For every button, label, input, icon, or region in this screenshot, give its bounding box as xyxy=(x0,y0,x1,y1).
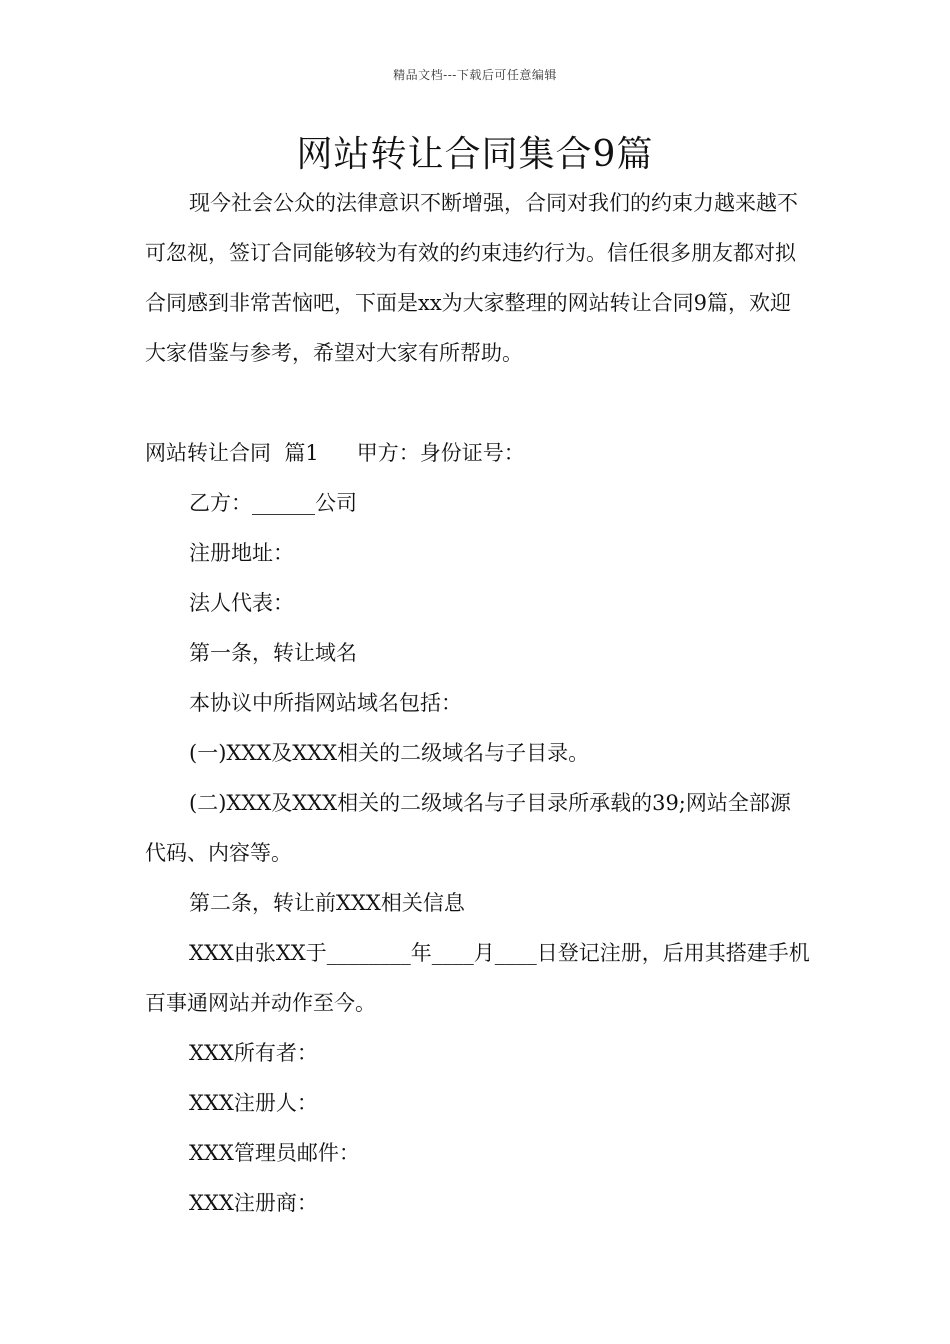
document-title: 网站转让合同集合9篇 xyxy=(296,134,654,175)
registrant-line: XXX注册人： xyxy=(189,1091,318,1115)
intro-paragraph: 现今社会公众的法律意识不断增强，合同对我们的约束力越来越不可忽视，签订合同能够较为有效的约束违约行为。信任很多朋友都对拟合同感到非常苦恼吧，下面是xx为大家整理的网站转让合同9篇，欢迎大家借鉴与参考，希望对大家有所帮助。 xyxy=(145,191,798,365)
registered-address-line: 注册地址： xyxy=(189,541,294,565)
header-note: 精品文档---下载后可任意编辑 xyxy=(393,68,557,82)
paragraph-gap xyxy=(145,378,810,428)
article-1-intro: 本协议中所指网站域名包括： xyxy=(189,691,462,715)
article-1-title: 第一条，转让域名 xyxy=(189,641,357,665)
admin-email-line: XXX管理员邮件： xyxy=(189,1141,360,1165)
document-body xyxy=(145,178,810,1228)
article-2-text: XXX由张XX于________年____月____日登记注册，后用其搭建手机百事通网站并动作至今。 xyxy=(145,941,810,1015)
owner-line: XXX所有者： xyxy=(189,1041,318,1065)
party-a-line: 甲方：身份证号： xyxy=(356,441,525,465)
legal-representative-line: 法人代表： xyxy=(189,591,294,615)
registrar-line: XXX注册商： xyxy=(189,1191,318,1215)
article-2-title: 第二条，转让前XXX相关信息 xyxy=(189,891,465,915)
article-1-item-1: (一)XXX及XXX相关的二级域名与子目录。 xyxy=(189,741,590,765)
section-heading-line xyxy=(145,428,810,478)
party-b-line: 乙方：______公司 xyxy=(189,491,357,515)
section-heading: 网站转让合同 篇1 xyxy=(145,441,319,465)
article-1-item-2: (二)XXX及XXX相关的二级域名与子目录所承载的39;网站全部源代码、内容等。 xyxy=(145,791,791,865)
